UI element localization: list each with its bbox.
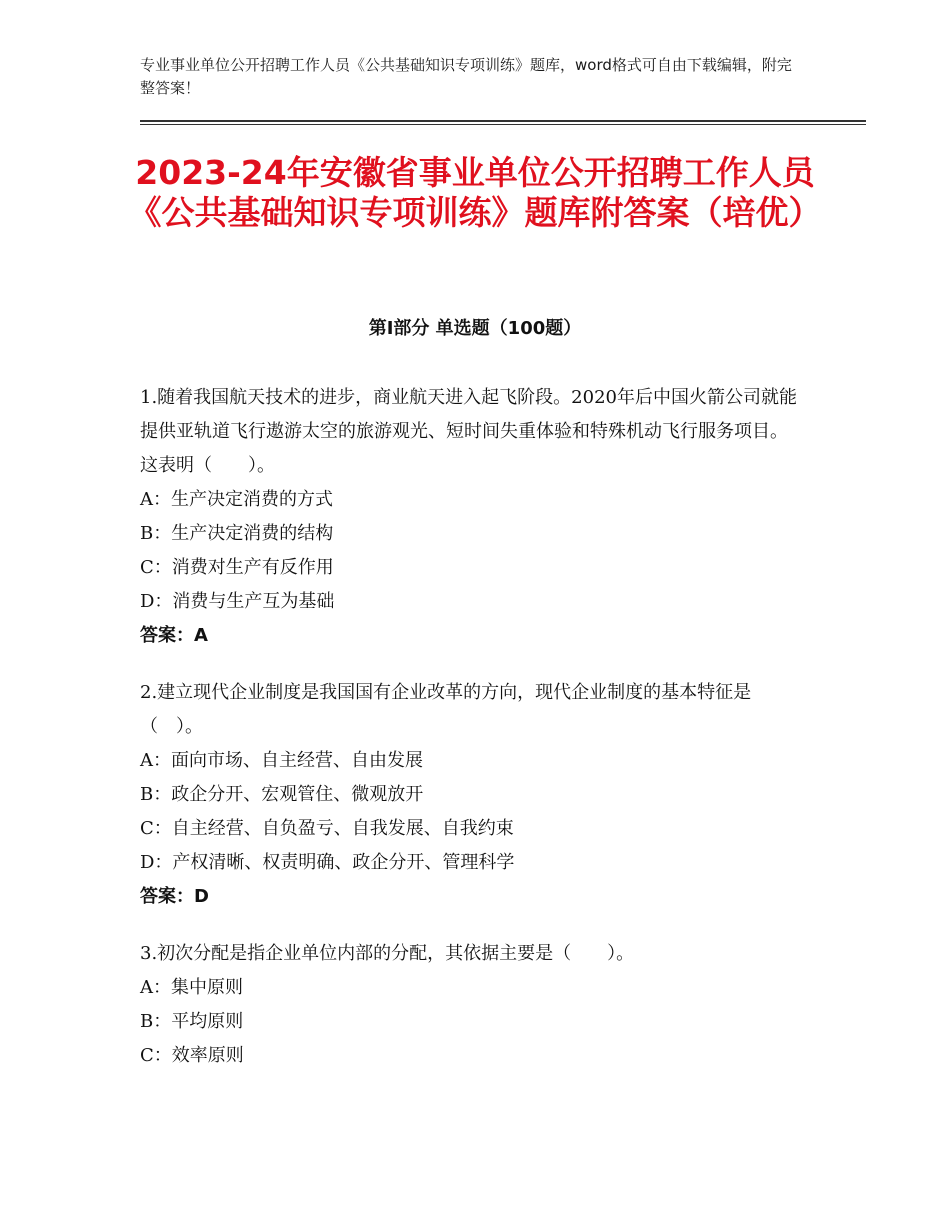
- option-a: A：集中原则: [140, 977, 243, 998]
- option-c: C：效率原则: [140, 1045, 244, 1066]
- question-stem: 1.随着我国航天技术的进步，商业航天进入起飞阶段。2020年后中国火箭公司就能提供亚轨道飞行遨游太空的旅游观光、短时间失重体验和特殊机动飞行服务项目。这表明（ ）。: [140, 387, 797, 476]
- question-stem: 2.建立现代企业制度是我国国有企业改革的方向，现代企业制度的基本特征是（ ）。: [140, 682, 752, 737]
- option-a: A：面向市场、自主经营、自由发展: [140, 750, 423, 771]
- option-b: B：政企分开、宏观管住、微观放开: [140, 784, 424, 805]
- option-d: D：消费与生产互为基础: [140, 591, 335, 612]
- option-b: B：平均原则: [140, 1011, 244, 1032]
- answer: 答案：A: [140, 625, 208, 646]
- question-2: [140, 676, 800, 914]
- answer: 答案：D: [140, 886, 209, 907]
- question-list: [140, 381, 800, 1096]
- header-divider: [140, 120, 866, 122]
- option-a: A：生产决定消费的方式: [140, 489, 333, 510]
- option-b: B：生产决定消费的结构: [140, 523, 334, 544]
- question-stem: 3.初次分配是指企业单位内部的分配，其依据主要是（ ）。: [140, 943, 635, 964]
- question-3: [140, 937, 800, 1073]
- option-c: C：自主经营、自负盈亏、自我发展、自我约束: [140, 818, 514, 839]
- header-note: 专业事业单位公开招聘工作人员《公共基础知识专项训练》题库，word格式可自由下载编辑，附完整答案！: [140, 56, 792, 97]
- option-c: C：消费对生产有反作用: [140, 557, 334, 578]
- document-title: 2023-24年安徽省事业单位公开招聘工作人员《公共基础知识专项训练》题库附答案（培优）: [128, 153, 822, 232]
- question-1: [140, 381, 800, 653]
- section-title: 第Ⅰ部分 单选题（100题）: [368, 318, 582, 339]
- option-d: D：产权清晰、权责明确、政企分开、管理科学: [140, 852, 515, 873]
- header-divider-thin: [140, 124, 866, 125]
